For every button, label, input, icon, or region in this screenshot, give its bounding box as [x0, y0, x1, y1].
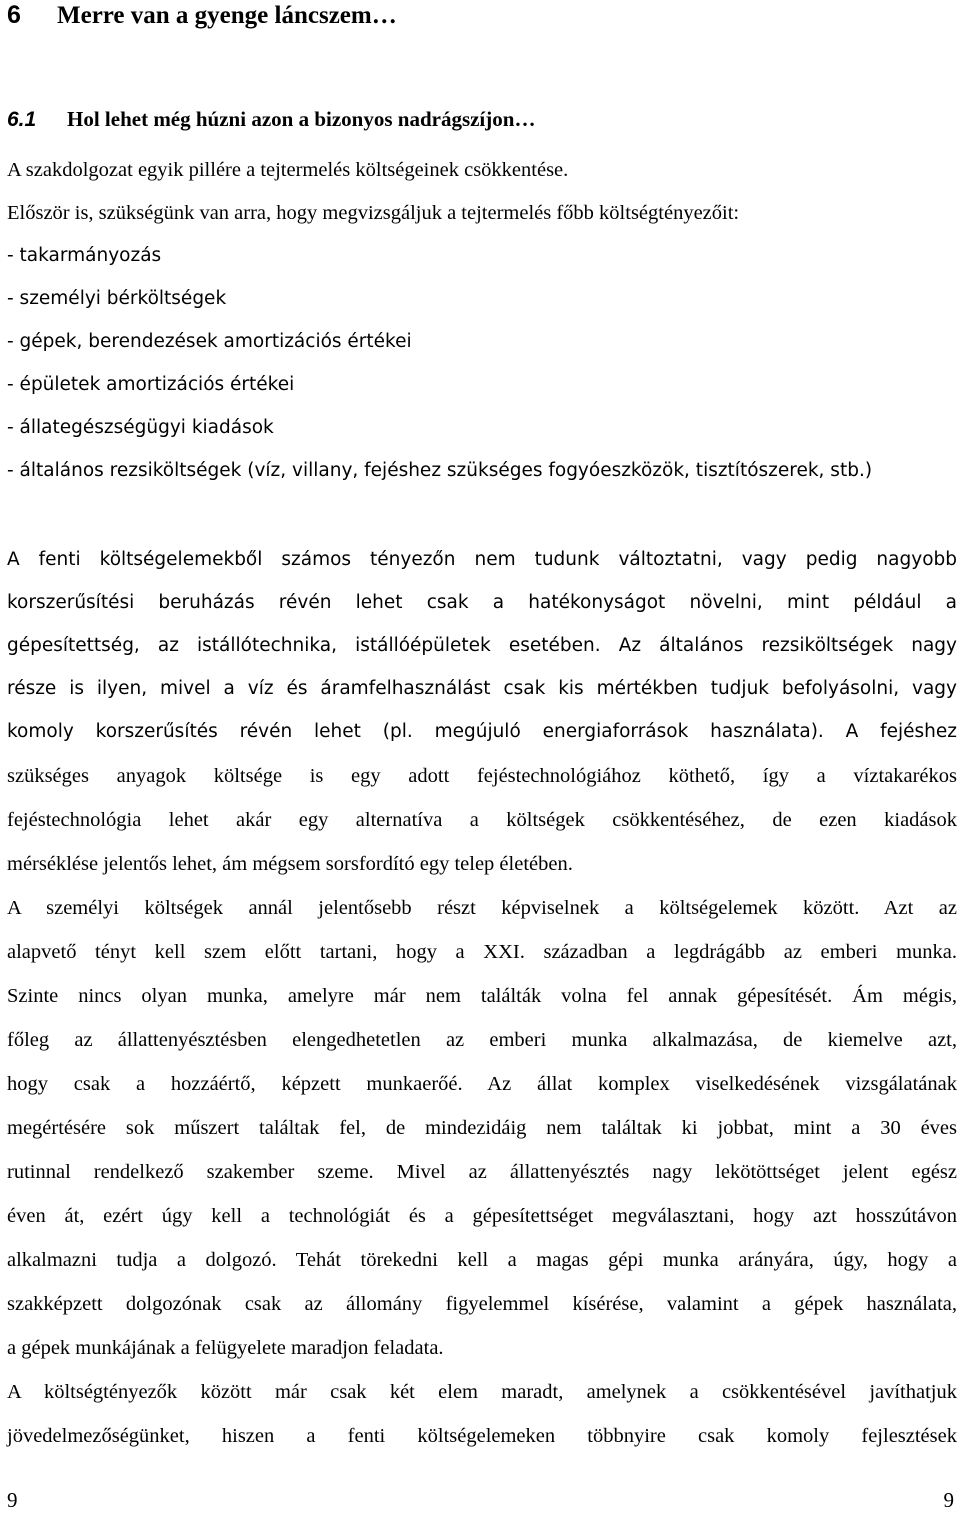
paragraph-line: rutinnal rendelkező szakember szeme. Mivel az állattenyésztés nagy lekötöttséget jelent egész: [7, 1161, 957, 1183]
section-title: Hol lehet még húzni azon a bizonyos nadrágszíjon…: [67, 107, 536, 131]
list-item: - gépek, berendezések amortizációs értékei: [7, 331, 412, 352]
paragraph-line: Szinte nincs olyan munka, amelyre már nem találták volna fel annak gépesítését. Ám mégis,: [7, 985, 957, 1007]
paragraph-line: szükséges anyagok költsége is egy adott fejéstechnológiához köthető, így a víztakarékos: [7, 765, 957, 787]
paragraph-line: fejéstechnológia lehet akár egy alternatíva a költségek csökkentéséhez, de ezen kiadások: [7, 809, 957, 831]
paragraph-line: része is ilyen, mivel a víz és áramfelhasználást csak kis mértékben tudjuk befolyásolni, vagy: [7, 678, 957, 699]
chapter-heading: [7, 0, 397, 30]
chapter-title: Merre van a gyenge láncszem…: [57, 2, 397, 29]
intro-line: Először is, szükségünk van arra, hogy megvizsgáljuk a tejtermelés főbb költségtényezőit:: [7, 202, 740, 224]
list-item: - személyi bérköltségek: [7, 288, 227, 309]
paragraph-line: mérséklése jelentős lehet, ám mégsem sorsfordító egy telep életében.: [7, 853, 573, 875]
paragraph-line: alapvető tényt kell szem előtt tartani, hogy a XXI. században a legdrágább az emberi munka.: [7, 941, 957, 963]
list-item: - általános rezsiköltségek (víz, villany, fejéshez szükséges fogyóeszközök, tisztítószerek, stb.): [7, 460, 873, 481]
paragraph-line: komoly korszerűsítés révén lehet (pl. megújuló energiaforrások használata). A fejéshez: [7, 721, 957, 742]
paragraph-line: A költségtényezők között már csak két elem maradt, amelynek a csökkentésével javíthatjuk: [7, 1381, 957, 1403]
list-item: - takarmányozás: [7, 245, 162, 266]
section-number: 6.1: [7, 108, 37, 131]
paragraph-line: A fenti költségelemekből számos tényezőn nem tudunk változtatni, vagy pedig nagyobb: [7, 549, 957, 570]
paragraph-line: szakképzett dolgozónak csak az állomány figyelemmel kísérése, valamint a gépek használata,: [7, 1293, 957, 1315]
paragraph-line: gépesítettség, az istállótechnika, istállóépületek esetében. Az általános rezsiköltségek nagy: [7, 635, 957, 656]
intro-line: A szakdolgozat egyik pillére a tejtermelés költségeinek csökkentése.: [7, 159, 569, 181]
section-heading: [7, 104, 535, 134]
page-number-right: 9: [943, 1488, 954, 1512]
paragraph-line: A személyi költségek annál jelentősebb részt képviselnek a költségelemek között. Azt az: [7, 897, 957, 919]
list-item: - épületek amortizációs értékei: [7, 374, 295, 395]
paragraph-line: hogy csak a hozzáértő, képzett munkaerőé. Az állat komplex viselkedésének vizsgálatának: [7, 1073, 957, 1095]
paragraph-line: alkalmazni tudja a dolgozó. Tehát törekedni kell a magas gépi munka arányára, úgy, hogy a: [7, 1249, 957, 1271]
paragraph-line: jövedelmezőségünket, hiszen a fenti költségelemeken többnyire csak komoly fejlesztések: [7, 1425, 957, 1447]
paragraph-line: megértésére sok műszert találtak fel, de mindezidáig nem találtak ki jobbat, mint a 30 éves: [7, 1117, 957, 1139]
page-number-left: 9: [7, 1488, 18, 1512]
paragraph-line: korszerűsítési beruházás révén lehet csak a hatékonyságot növelni, mint például a: [7, 592, 957, 613]
paragraph-line: éven át, ezért úgy kell a technológiát és a gépesítettséget megválasztani, hogy azt hosszútávon: [7, 1205, 957, 1227]
list-item: - állategészségügyi kiadások: [7, 417, 274, 438]
paragraph-line: főleg az állattenyésztésben elengedhetetlen az emberi munka alkalmazása, de kiemelve azt,: [7, 1029, 957, 1051]
paragraph-line: a gépek munkájának a felügyelete maradjon feladata.: [7, 1337, 444, 1359]
chapter-number: 6: [7, 1, 21, 29]
